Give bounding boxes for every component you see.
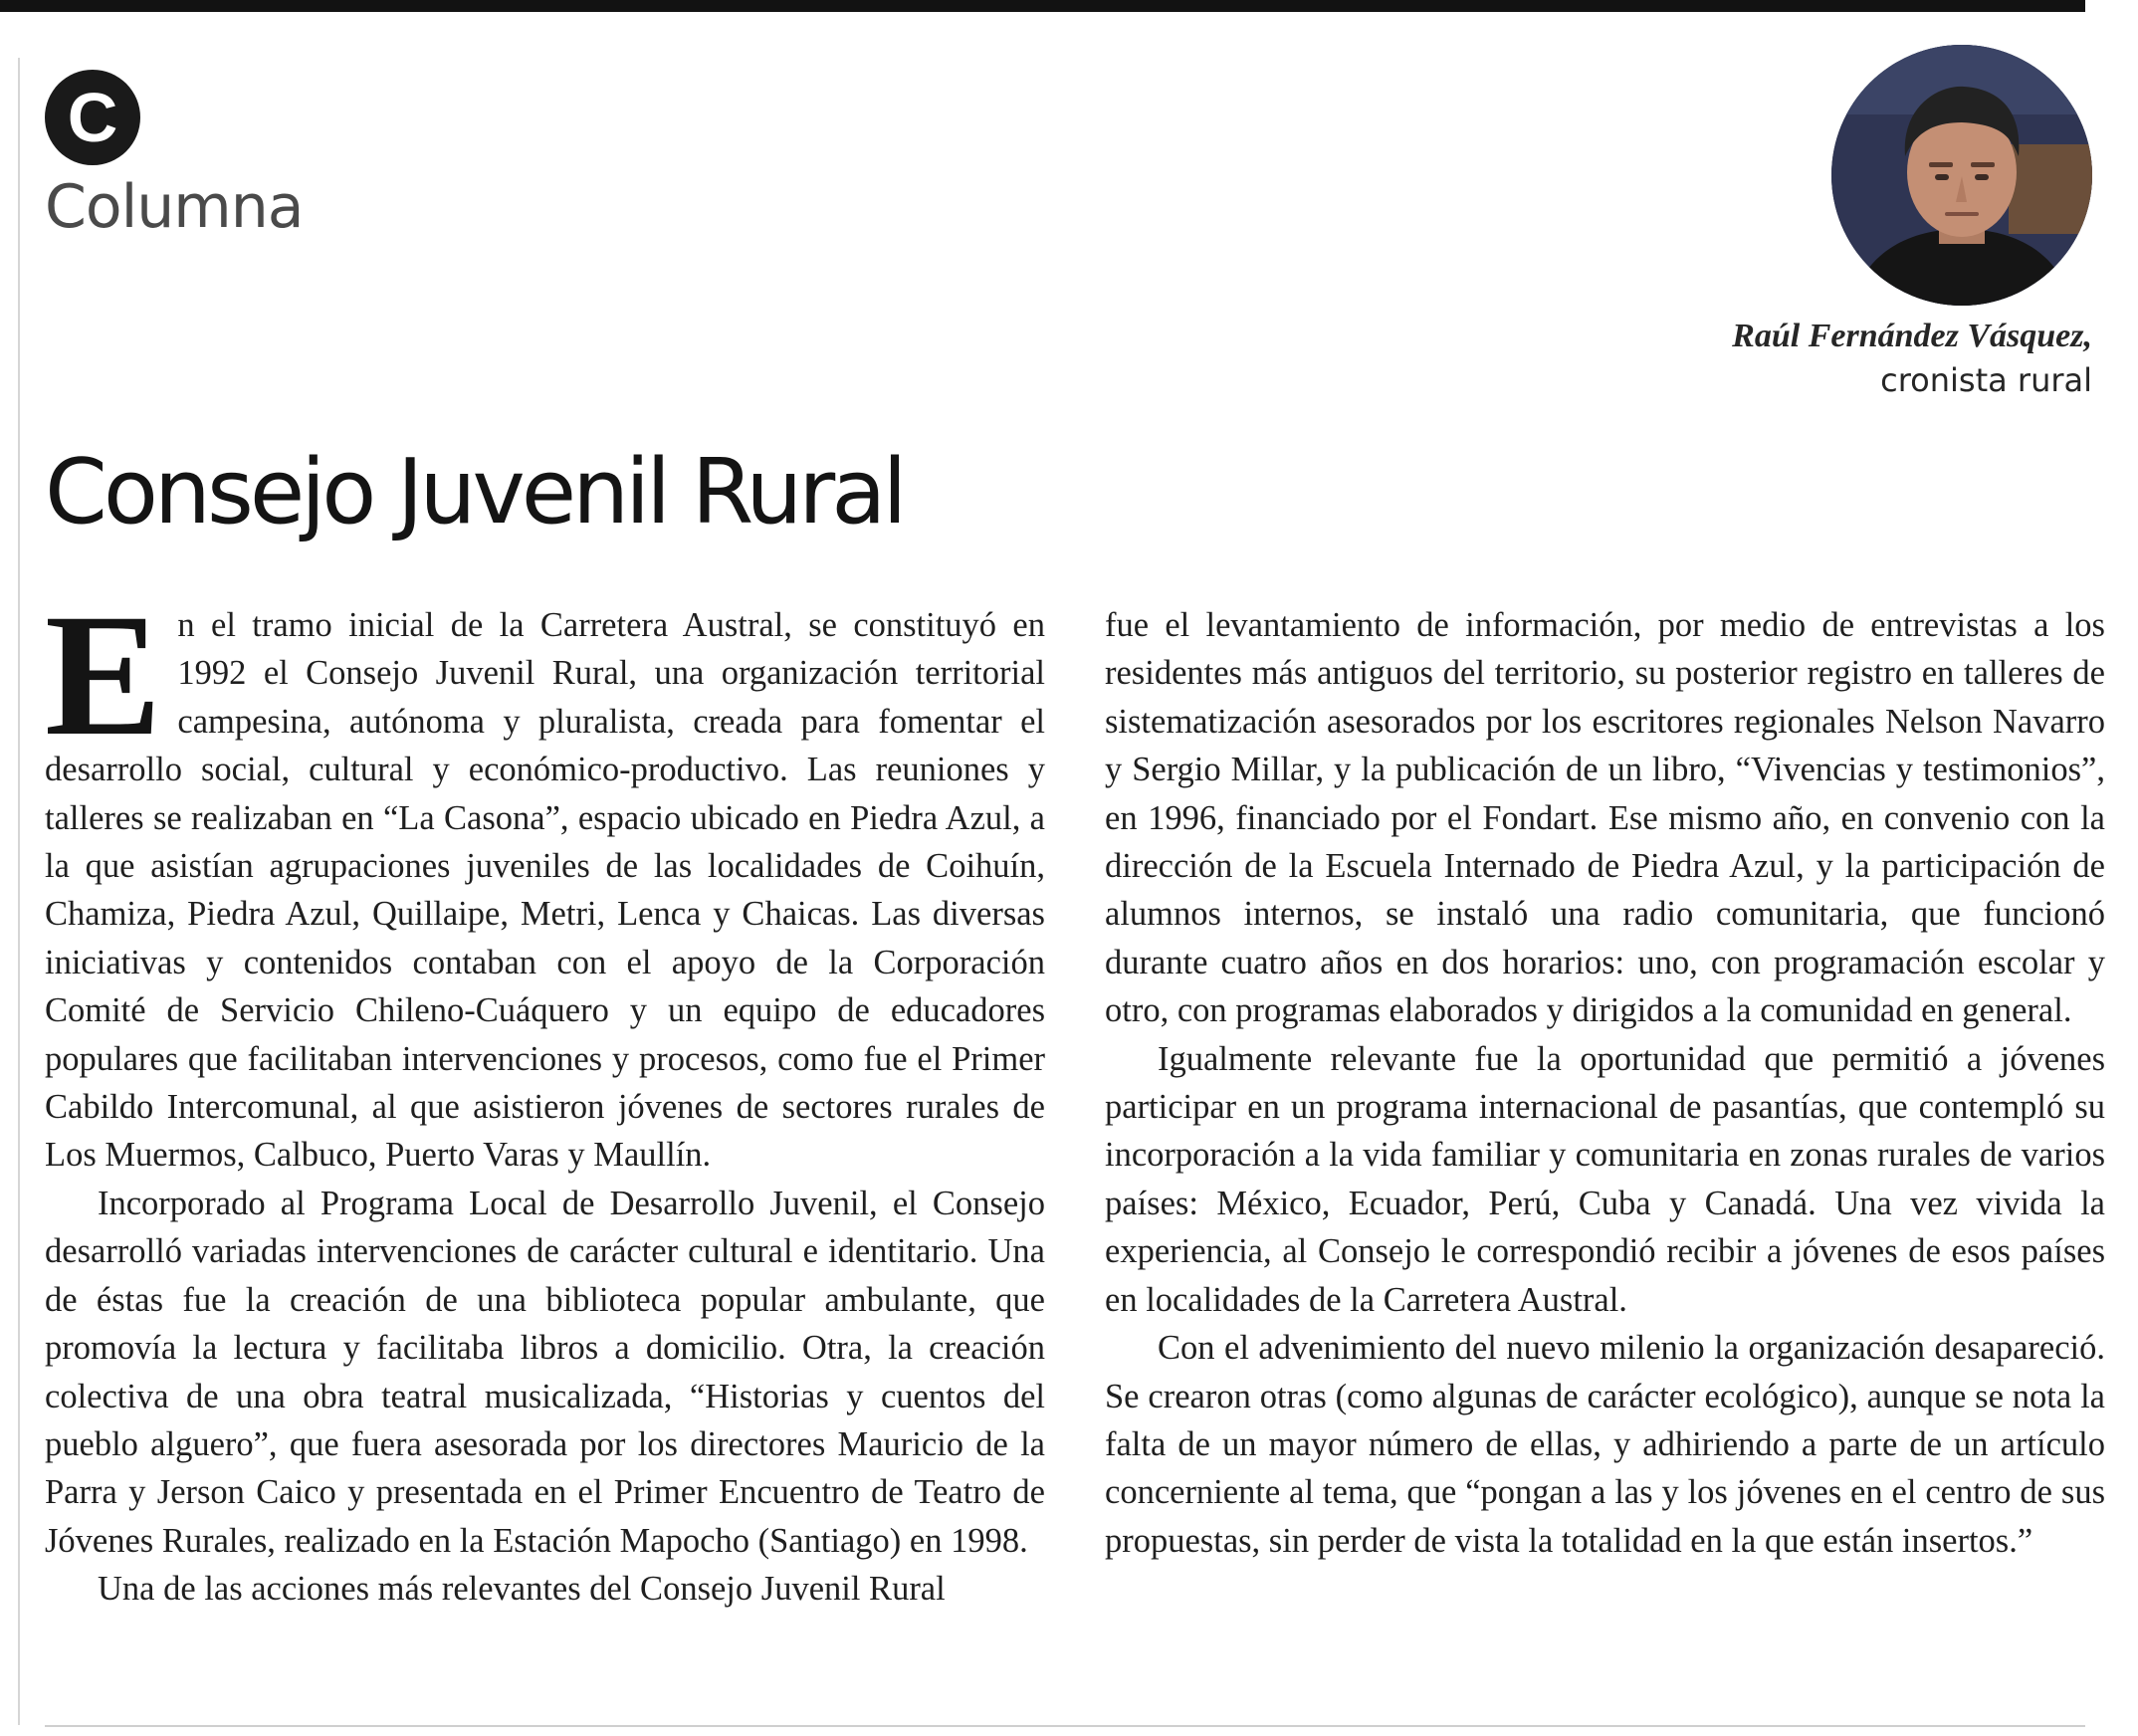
article-column-2 xyxy=(1105,601,2105,1565)
article-paragraph: Con el advenimiento del nuevo milenio la organización desapareció. Se crearon otras (como algunas de carácter ecológico), aunque se nota la falta de un mayor número de ellas, y adhiriendo a parte de un artículo concerniente al tema, que “pongan a las y los jóvenes en el centro de sus propuestas, sin perder de vista la totalidad en la que están insertos.” xyxy=(1105,1329,2105,1560)
author-role: cronista rural xyxy=(1880,361,2092,399)
article-paragraph xyxy=(45,578,1045,1180)
article-column-1 xyxy=(45,578,1045,1614)
author-portrait-icon xyxy=(1831,45,2092,306)
paragraph-text: n el tramo inicial de la Carretera Austral, se constituyó en 1992 el Consejo Juvenil Rural, una organización territorial campesina, autónoma y pluralista, creada para fomentar el desarrollo social, cultural y económico-productivo. Las reuniones y talleres se realizaban en “La Casona”, espacio ubicado en Piedra Azul, a la que asistían agrupaciones juveniles de las localidades de Coihuín, Chamiza, Piedra Azul, Quillaipe, Metri, Lenca y Chaicas. Las diversas iniciativas y contenidos contaban con el apoyo de la Corporación Comité de Servicio Chileno-Cuáquero y un equipo de educadores populares que facilitaban intervenciones y procesos, como fue el Primer Cabildo Intercomunal, al que asistieron jóvenes de sectores rurales de Los Muermos, Calbuco, Puerto Varas y Maullín. xyxy=(45,606,1045,1175)
article-paragraph: Incorporado al Programa Local de Desarrollo Juvenil, el Consejo desarrolló variadas intervenciones de carácter cultural e identitario. Una de éstas fue la creación de una biblioteca popular ambulante, que promovía la lectura y facilitaba libros a domicilio. Otra, la creación colectiva de una obra teatral musicalizada, “Historias y cuentos del pueblo alguero”, que fuera asesorada por los directores Mauricio de la Parra y Jerson Caico y presentada en el Primer Encuentro de Teatro de Jóvenes Rurales, realizado en la Estación Mapocho (Santiago) en 1998. xyxy=(45,1184,1045,1560)
bottom-rule xyxy=(45,1725,2085,1727)
drop-cap: E xyxy=(45,578,162,772)
article-paragraph: Una de las acciones más relevantes del Consejo Juvenil Rural xyxy=(98,1570,946,1609)
article-headline: Consejo Juvenil Rural xyxy=(45,440,904,544)
section-label: Columna xyxy=(45,172,304,242)
left-rule xyxy=(18,58,20,1725)
author-credit xyxy=(1732,315,2092,402)
author-photo xyxy=(1831,45,2092,306)
section-badge: C xyxy=(45,70,140,165)
top-rule xyxy=(0,0,2085,12)
author-name: Raúl Fernández Vásquez, xyxy=(1732,318,2092,354)
article-paragraph: fue el levantamiento de información, por medio de entrevistas a los residentes más antiguos del territorio, su posterior registro en talleres de sistematización asesorados por los escritores regionales Nelson Navarro y Sergio Millar, y la publicación de un libro, “Vivencias y testimonios”, en 1996, financiado por el Fondart. Ese mismo año, en convenio con la dirección de la Escuela Internado de Piedra Azul, y la participación de alumnos internos, se instaló una radio comunitaria, que funcionó durante cuatro años en dos horarios: uno, con programación escolar y otro, con programas elaborados y dirigidos a la comunidad en general. xyxy=(1105,606,2105,1030)
article-paragraph: Igualmente relevante fue la oportunidad que permitió a jóvenes participar en un programa internacional de pasantías, que contempló su incorporación a la vida familiar y comunitaria en zonas rurales de varios países: México, Ecuador, Perú, Cuba y Canadá. Una vez vivida la experiencia, al Consejo le correspondió recibir a jóvenes de esos países en localidades de la Carretera Austral. xyxy=(1105,1039,2105,1319)
